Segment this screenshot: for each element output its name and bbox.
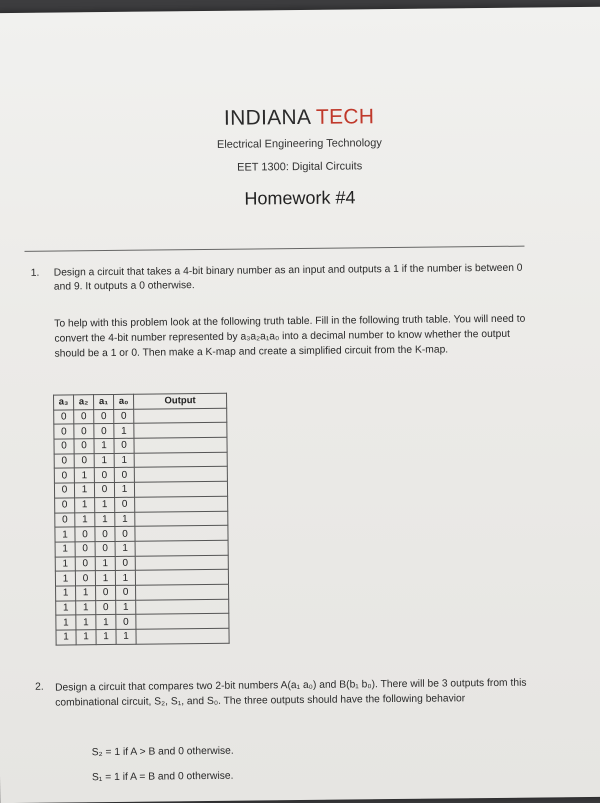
truth-table-input-cell: 1 [74, 483, 94, 498]
institution-logo-text [0, 103, 600, 133]
truth-table-input-cell: 1 [96, 615, 116, 630]
truth-table-output-cell[interactable] [136, 628, 229, 644]
truth-table-input-cell: 1 [114, 482, 134, 497]
truth-table-output-cell[interactable] [135, 570, 228, 586]
truth-table-input-cell: 1 [76, 630, 96, 645]
truth-table-input-cell: 1 [95, 556, 115, 571]
header-a1: a₁ [94, 394, 114, 409]
truth-table-input-cell: 0 [95, 541, 115, 556]
question-1 [31, 262, 531, 295]
truth-table-output-cell[interactable] [135, 525, 228, 541]
brand-indiana: INDIANA [223, 105, 316, 130]
truth-table-input-cell: 1 [114, 453, 134, 468]
truth-table-input-cell: 0 [54, 483, 74, 498]
header-divider [25, 246, 525, 252]
truth-table-input-cell: 0 [115, 526, 135, 541]
truth-table-output-cell[interactable] [135, 540, 228, 556]
truth-table-input-cell: 0 [75, 527, 95, 542]
truth-table-input-cell: 0 [75, 556, 95, 571]
truth-table-input-cell: 0 [54, 454, 74, 469]
truth-table-input-cell: 0 [116, 615, 136, 630]
homework-page [0, 7, 600, 803]
truth-table-input-cell: 1 [116, 600, 136, 615]
truth-table-input-cell: 1 [76, 615, 96, 630]
truth-table-output-cell[interactable] [135, 555, 228, 571]
truth-table-input-cell: 0 [74, 409, 94, 424]
truth-table-output-cell[interactable] [134, 467, 227, 483]
truth-table-input-cell: 1 [114, 424, 134, 439]
truth-table-input-cell: 0 [94, 483, 114, 498]
s2-definition: S₂ = 1 if A > B and 0 otherwise. [91, 745, 234, 759]
truth-table-input-cell: 1 [96, 629, 116, 644]
truth-table-output-cell[interactable] [134, 452, 227, 468]
truth-table-output-cell[interactable] [134, 423, 227, 439]
truth-table-input-cell: 0 [75, 571, 95, 586]
truth-table-input-cell: 0 [74, 453, 94, 468]
truth-table-input-cell: 0 [114, 468, 134, 483]
truth-table-input-cell: 0 [54, 424, 74, 439]
truth-table-input-cell: 0 [114, 438, 134, 453]
assignment-title: Homework #4 [244, 187, 356, 209]
truth-table-input-cell: 1 [56, 600, 76, 615]
question-1-number: 1. [30, 267, 40, 279]
truth-table-input-cell: 1 [55, 527, 75, 542]
truth-table-input-cell: 1 [95, 497, 115, 512]
truth-table-body [54, 408, 229, 645]
question-2 [35, 676, 535, 711]
truth-table-input-cell: 1 [95, 512, 115, 527]
question-1-instructions: To help with this problem look at the following truth table. Fill in the following truth table. You will need to convert the 4-bit number represented by a₃a₂a₁a₀ into a decimal number to know whether the output should be a 1 or 0. Then make a K-map and create a simplified circuit from the K-map. [54, 313, 526, 360]
truth-table-input-cell: 1 [115, 570, 135, 585]
header-output: Output [134, 393, 227, 409]
truth-table-output-cell[interactable] [135, 496, 228, 512]
truth-table-input-cell: 0 [54, 468, 74, 483]
truth-table-input-cell: 1 [55, 542, 75, 557]
truth-table-input-cell: 0 [55, 498, 75, 513]
truth-table-input-cell: 1 [95, 571, 115, 586]
truth-table-input-cell: 0 [96, 600, 116, 615]
truth-table-input-cell: 0 [115, 497, 135, 512]
question-2-text: Design a circuit that compares two 2-bit numbers A(a₁ a₀) and B(b₁ b₀). There will be 3 outputs from this combinational circuit, S₂, S₁, and S₀. The three outputs should have the following behavior [55, 677, 527, 709]
truth-table-input-cell: 1 [56, 586, 76, 601]
truth-table-input-cell: 1 [94, 439, 114, 454]
question-1-text: Design a circuit that takes a 4-bit binary number as an input and outputs a 1 if the number is between 0 and 9. It outputs a 0 otherwise. [53, 262, 523, 293]
truth-table-output-cell[interactable] [136, 614, 229, 630]
truth-table-row [56, 628, 229, 644]
brand-tech: TECH [315, 105, 375, 129]
truth-table-input-cell: 0 [94, 409, 114, 424]
truth-table-output-cell[interactable] [134, 481, 227, 497]
truth-table-output-cell[interactable] [136, 584, 229, 600]
truth-table-input-cell: 0 [55, 512, 75, 527]
department-name: Electrical Engineering Technology [216, 137, 382, 151]
truth-table-input-cell: 1 [56, 630, 76, 645]
truth-table [53, 393, 230, 645]
truth-table-input-cell: 1 [94, 453, 114, 468]
header-a0: a₀ [114, 394, 134, 409]
question-2-number: 2. [35, 681, 44, 693]
truth-table-input-cell: 1 [115, 512, 135, 527]
truth-table-input-cell: 1 [75, 497, 95, 512]
truth-table-output-cell[interactable] [134, 437, 227, 453]
truth-table-input-cell: 1 [55, 556, 75, 571]
truth-table-input-cell: 1 [75, 512, 95, 527]
header-a2: a₂ [74, 395, 94, 410]
truth-table-output-cell[interactable] [135, 511, 228, 527]
truth-table-input-cell: 0 [95, 527, 115, 542]
truth-table-output-cell[interactable] [136, 599, 229, 615]
document-header [0, 103, 600, 212]
truth-table-input-cell: 0 [94, 424, 114, 439]
truth-table-input-cell: 1 [76, 600, 96, 615]
truth-table-input-cell: 0 [116, 585, 136, 600]
truth-table-input-cell: 1 [115, 541, 135, 556]
truth-table-input-cell: 1 [56, 615, 76, 630]
truth-table-input-cell: 1 [116, 629, 136, 644]
truth-table-input-cell: 0 [75, 542, 95, 557]
truth-table-input-cell: 0 [115, 556, 135, 571]
truth-table-input-cell: 1 [55, 571, 75, 586]
truth-table-input-cell: 0 [74, 424, 94, 439]
course-title: EET 1300: Digital Circuits [237, 160, 363, 174]
truth-table-input-cell: 0 [54, 410, 74, 425]
truth-table-input-cell: 0 [54, 439, 74, 454]
truth-table-input-cell: 0 [74, 439, 94, 454]
truth-table-input-cell: 0 [114, 409, 134, 424]
header-a3: a₃ [54, 395, 74, 410]
truth-table-input-cell: 1 [74, 468, 94, 483]
truth-table-input-cell: 1 [76, 586, 96, 601]
truth-table-input-cell: 0 [94, 468, 114, 483]
truth-table-input-cell: 0 [96, 585, 116, 600]
s1-definition: S₁ = 1 if A = B and 0 otherwise. [91, 770, 234, 784]
truth-table-output-cell[interactable] [134, 408, 227, 424]
